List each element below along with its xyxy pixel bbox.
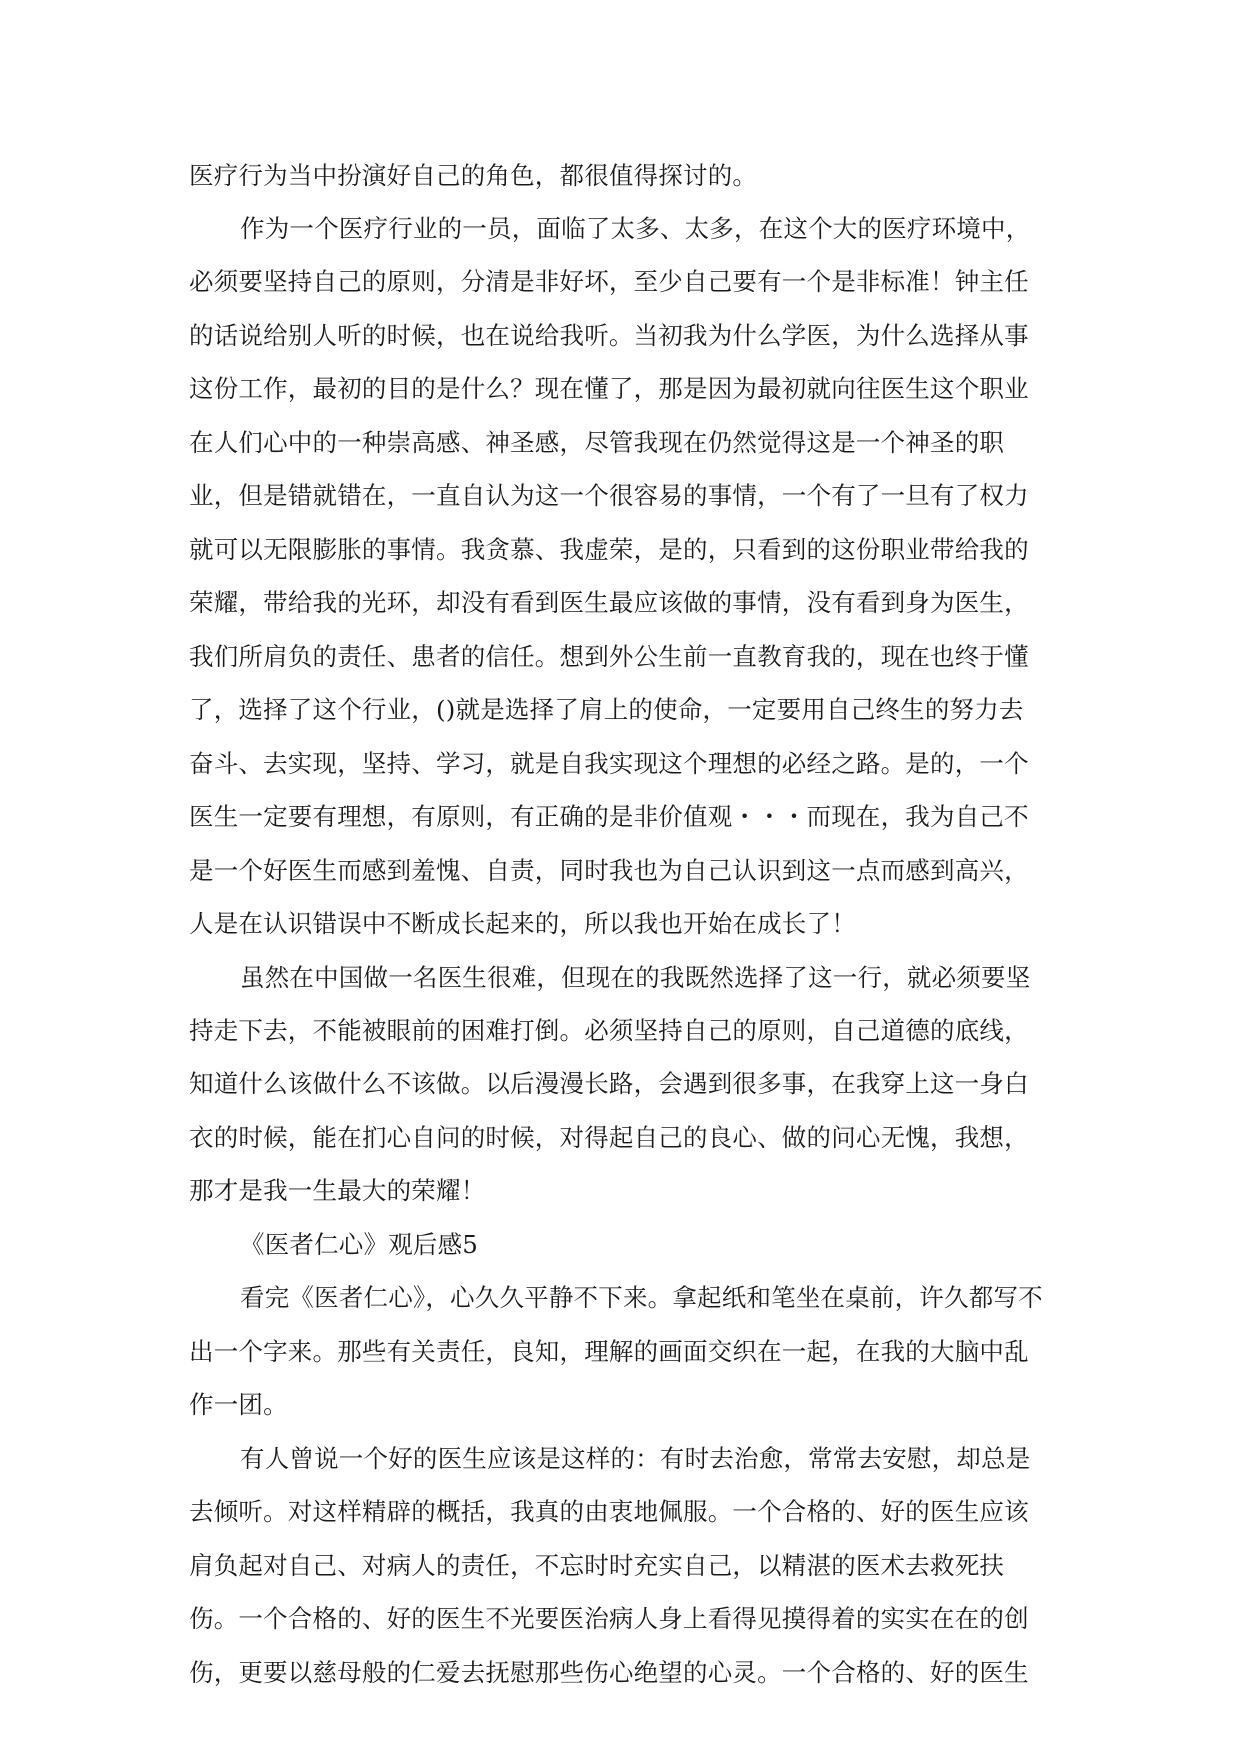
paragraph-line: 作为一个医疗行业的一员，面临了太多、太多，在这个大的医疗环境中，: [240, 214, 1031, 243]
paragraph-line: 作一团。: [189, 1390, 288, 1419]
paragraph-line: 那才是我一生最大的荣耀！: [189, 1176, 486, 1205]
paragraph-line: 医疗行为当中扮演好自己的角色，都很值得探讨的。: [189, 161, 758, 190]
paragraph-line: 的话说给别人听的时候，也在说给我听。当初我为什么学医，为什么选择从事: [189, 321, 1029, 350]
paragraph-line: 必须要坚持自己的原则，分清是非好坏，至少自己要有一个是非标准！钟主任: [189, 267, 1029, 296]
paragraph-line: 去倾听。对这样精辟的概括，我真的由衷地佩服。一个合格的、好的医生应该: [189, 1497, 1029, 1526]
paragraph-line: 虽然在中国做一名医生很难，但现在的我既然选择了这一行，就必须要坚: [240, 963, 1031, 992]
paragraph-line: 这份工作，最初的目的是什么？现在懂了，那是因为最初就向往医生这个职业: [189, 374, 1029, 403]
paragraph-line: 知道什么该做什么不该做。以后漫漫长路，会遇到很多事，在我穿上这一身白: [189, 1069, 1029, 1098]
paragraph-line: 衣的时候，能在扪心自问的时候，对得起自己的良心、做的问心无愧，我想，: [189, 1123, 1029, 1152]
paragraph-line: 荣耀，带给我的光环，却没有看到医生最应该做的事情，没有看到身为医生，: [189, 588, 1029, 617]
paragraph-line: 伤，更要以慈母般的仁爱去抚慰那些伤心绝望的心灵。一个合格的、好的医生: [189, 1658, 1029, 1687]
paragraph-line: 肩负起对自己、对病人的责任，不忘时时充实自己，以精湛的医术去救死扶: [189, 1551, 1005, 1580]
paragraph-line: 就可以无限膨胀的事情。我贪慕、我虚荣，是的，只看到的这份职业带给我的: [189, 535, 1029, 564]
paragraph-line: 奋斗、去实现，坚持、学习，就是自我实现这个理想的必经之路。是的，一个: [189, 749, 1029, 778]
paragraph-line: 了，选择了这个行业，()就是选择了肩上的使命，一定要用自己终生的努力去: [189, 695, 1024, 724]
paragraph-line: 出一个字来。那些有关责任，良知，理解的画面交织在一起，在我的大脑中乱: [189, 1337, 1029, 1366]
paragraph-line: 持走下去，不能被眼前的困难打倒。必须坚持自己的原则，自己道德的底线，: [189, 1016, 1029, 1045]
paragraph-line: 人是在认识错误中不断成长起来的，所以我也开始在成长了！: [189, 909, 856, 938]
paragraph-line: 我们所肩负的责任、患者的信任。想到外公生前一直教育我的，现在也终于懂: [189, 642, 1029, 671]
paragraph-line: 看完《医者仁心》，心久久平静不下来。拿起纸和笔坐在桌前，许久都写不: [240, 1283, 1043, 1312]
paragraph-line: 业，但是错就错在，一直自认为这一个很容易的事情，一个有了一旦有了权力: [189, 481, 1029, 510]
section-heading: 《医者仁心》观后感5: [240, 1230, 479, 1259]
paragraph-line: 有人曾说一个好的医生应该是这样的：有时去治愈，常常去安慰，却总是: [240, 1444, 1031, 1473]
paragraph-line: 伤。一个合格的、好的医生不光要医治病人身上看得见摸得着的实实在在的创: [189, 1604, 1029, 1633]
paragraph-line: 医生一定要有理想，有原则，有正确的是非价值观・・・而现在，我为自己不: [189, 802, 1029, 831]
paragraph-line: 在人们心中的一种崇高感、神圣感，尽管我现在仍然觉得这是一个神圣的职: [189, 428, 1005, 457]
paragraph-line: 是一个好医生而感到羞愧、自责，同时我也为自己认识到这一点而感到高兴，: [189, 856, 1029, 885]
